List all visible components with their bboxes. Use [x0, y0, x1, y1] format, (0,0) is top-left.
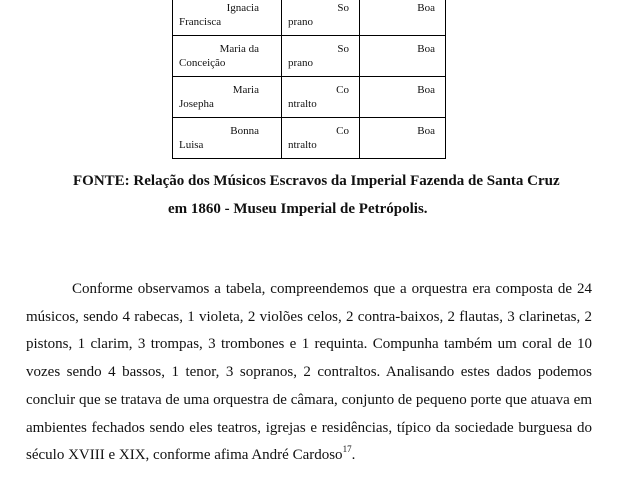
source-caption-line2: em 1860 - Museu Imperial de Petrópolis.	[168, 201, 428, 217]
voice-cell: So prano	[282, 36, 360, 77]
table-row	[173, 118, 446, 159]
name-cell: Maria Josepha	[173, 77, 282, 118]
name-cell: Bonna Luisa	[173, 118, 282, 159]
body-paragraph	[26, 276, 592, 470]
footnote-ref[interactable]: 17	[342, 444, 352, 455]
paragraph-end: .	[351, 447, 356, 464]
musicians-table	[172, 0, 446, 159]
table-row	[173, 36, 446, 77]
quality-cell: Boa	[360, 118, 446, 159]
voice-cell: So prano	[282, 0, 360, 36]
paragraph-text: Conforme observamos a tabela, compreendemos que a orquestra era composta de 24 músicos, sendo 4 rabecas, 1 violeta, 2 violões celos, 2 contra-baixos, 2 flautas, 3 clarinetas, 2 pistons, 1 clarim, 3 trompas, 3 trombones e 1 requinta. Compunha também um coral de 10 vozes sendo 4 bassos, 1 tenor, 3 sopranos, 2 contraltos. Analisando estes dados podemos concluir que se tratava de uma orquestra de câmara, conjunto de pequeno porte que atuava em ambientes fechados sendo eles teatros, igrejas e residências, típico da sociedade burguesa do século XVIII e XIX, conforme afima André Cardoso	[26, 281, 592, 464]
name-cell: Ignacia Francisca	[173, 0, 282, 36]
source-caption-line1: FONTE: Relação dos Músicos Escravos da Imperial Fazenda de Santa Cruz	[73, 173, 560, 189]
quality-cell: Boa	[360, 36, 446, 77]
quality-cell: Boa	[360, 0, 446, 36]
name-cell: Maria da Conceição	[173, 36, 282, 77]
quality-cell: Boa	[360, 77, 446, 118]
table-row	[173, 0, 446, 36]
voice-cell: Co ntralto	[282, 77, 360, 118]
table-row	[173, 77, 446, 118]
voice-cell: Co ntralto	[282, 118, 360, 159]
